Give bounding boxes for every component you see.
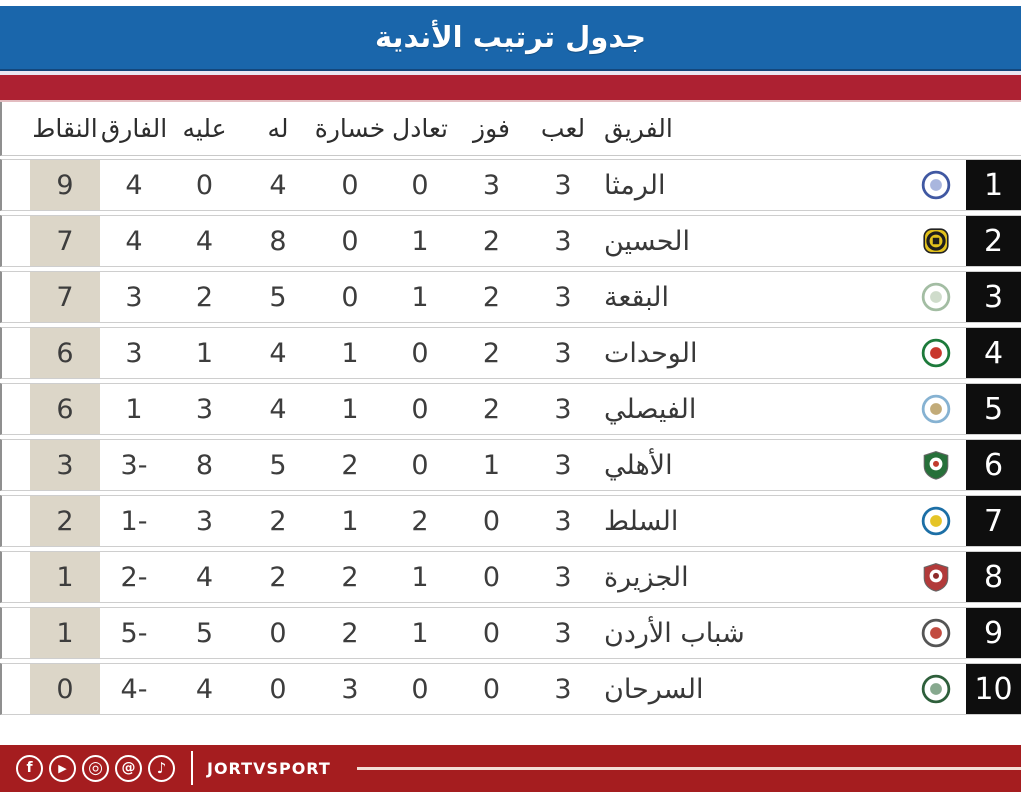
goals-for-value: 4 xyxy=(269,393,287,425)
rank-badge: 1 xyxy=(966,160,1021,210)
played-value: 3 xyxy=(554,169,572,201)
played-value: 3 xyxy=(554,281,572,313)
goal-diff-value: 1 xyxy=(125,393,143,425)
points-value: 7 xyxy=(30,272,100,322)
row-gutter xyxy=(2,272,30,322)
brand-label: JORTVSPORT xyxy=(207,758,331,778)
footer-divider xyxy=(191,751,193,785)
won-value: 0 xyxy=(482,505,501,537)
row-gutter xyxy=(2,328,30,378)
drawn-value: 1 xyxy=(411,617,429,649)
table-row xyxy=(0,439,1021,491)
header-drawn: تعادل xyxy=(392,114,448,144)
goals-for-value: 0 xyxy=(269,673,287,705)
row-gutter xyxy=(2,496,30,546)
goals-for-value: 4 xyxy=(269,337,287,369)
points-value: 1 xyxy=(30,552,100,602)
goals-against-value: 4 xyxy=(195,225,214,257)
baqaa-logo xyxy=(921,282,951,312)
goals-against-value: 2 xyxy=(195,281,214,313)
rank-badge: 4 xyxy=(966,328,1021,378)
lost-value: 1 xyxy=(341,393,359,425)
team-logo-cell xyxy=(906,608,966,658)
points-value: 6 xyxy=(30,328,100,378)
lost-value: 0 xyxy=(341,225,359,257)
jazeera-logo xyxy=(921,562,951,592)
points-value: 1 xyxy=(30,608,100,658)
team-logo-cell xyxy=(906,664,966,714)
played-value: 3 xyxy=(554,225,572,257)
wehdat-logo xyxy=(921,338,951,368)
team-name: الرمثا xyxy=(604,169,666,201)
row-gutter xyxy=(2,608,30,658)
rank-badge: 6 xyxy=(966,440,1021,490)
team-name: شباب الأردن xyxy=(604,617,745,649)
goal-diff-value: 3 xyxy=(125,281,143,313)
table-row xyxy=(0,663,1021,715)
rank-badge: 5 xyxy=(966,384,1021,434)
team-name: الحسين xyxy=(604,225,690,257)
team-name: السلط xyxy=(604,505,679,537)
red-accent-bar xyxy=(0,75,1021,103)
team-logo-cell xyxy=(906,160,966,210)
table-header-row xyxy=(0,102,1021,156)
goals-against-value: 5 xyxy=(195,617,214,649)
team-logo-cell xyxy=(906,328,966,378)
header-won: فوز xyxy=(473,114,510,144)
points-value: 0 xyxy=(30,664,100,714)
goals-for-value: 4 xyxy=(269,169,287,201)
facebook-icon: f xyxy=(16,755,43,782)
goals-for-value: 2 xyxy=(269,561,287,593)
won-value: 1 xyxy=(482,449,501,481)
goals-for-value: 5 xyxy=(269,281,287,313)
table-row xyxy=(0,551,1021,603)
social-icons-group xyxy=(16,755,181,782)
team-name: الوحدات xyxy=(604,337,698,369)
ramtha-logo xyxy=(921,170,951,200)
goals-for-value: 2 xyxy=(269,505,287,537)
drawn-value: 0 xyxy=(411,337,429,369)
team-logo-cell xyxy=(906,440,966,490)
goals-against-value: 1 xyxy=(195,337,214,369)
threads-icon: @ xyxy=(115,755,142,782)
team-logo-cell xyxy=(906,272,966,322)
team-logo-cell xyxy=(906,384,966,434)
title-bar xyxy=(0,6,1021,71)
instagram-icon: ◎ xyxy=(82,755,109,782)
header-played: لعب xyxy=(540,114,586,144)
lost-value: 3 xyxy=(341,673,359,705)
goals-for-value: 5 xyxy=(269,449,287,481)
team-logo-cell xyxy=(906,496,966,546)
rank-badge: 2 xyxy=(966,216,1021,266)
won-value: 3 xyxy=(482,169,501,201)
goal-diff-value: 5- xyxy=(120,617,148,649)
ahli-logo xyxy=(921,450,951,480)
drawn-value: 0 xyxy=(411,449,429,481)
won-value: 0 xyxy=(482,617,501,649)
drawn-value: 0 xyxy=(411,673,429,705)
footer-bar xyxy=(0,745,1021,792)
row-gutter xyxy=(2,664,30,714)
table-row xyxy=(0,495,1021,547)
team-name: الأهلي xyxy=(604,449,673,481)
lost-value: 0 xyxy=(341,169,359,201)
row-gutter xyxy=(2,440,30,490)
footer-rule-line xyxy=(357,767,1021,770)
points-value: 2 xyxy=(30,496,100,546)
table-body xyxy=(0,159,1021,715)
played-value: 3 xyxy=(554,393,572,425)
row-gutter xyxy=(2,552,30,602)
rank-badge: 9 xyxy=(966,608,1021,658)
drawn-value: 1 xyxy=(411,561,429,593)
row-gutter xyxy=(2,216,30,266)
team-name: السرحان xyxy=(604,673,704,705)
goal-diff-value: 3- xyxy=(120,449,148,481)
team-name: الفيصلي xyxy=(604,393,697,425)
table-row xyxy=(0,607,1021,659)
played-value: 3 xyxy=(554,449,572,481)
points-value: 3 xyxy=(30,440,100,490)
goals-for-value: 0 xyxy=(269,617,287,649)
footer-gap xyxy=(0,719,1021,745)
lost-value: 1 xyxy=(341,337,359,369)
rank-badge: 3 xyxy=(966,272,1021,322)
drawn-value: 2 xyxy=(411,505,429,537)
header-goal-diff: الفارق xyxy=(100,114,168,144)
goal-diff-value: 4 xyxy=(125,225,143,257)
rank-badge: 10 xyxy=(966,664,1021,714)
goal-diff-value: 2- xyxy=(120,561,148,593)
won-value: 2 xyxy=(482,393,501,425)
played-value: 3 xyxy=(554,617,572,649)
goal-diff-value: 1- xyxy=(120,505,148,537)
tiktok-icon: ♪ xyxy=(148,755,175,782)
header-goals-for: له xyxy=(267,114,289,144)
won-value: 0 xyxy=(482,561,501,593)
rank-badge: 8 xyxy=(966,552,1021,602)
faisaly-logo xyxy=(921,394,951,424)
sarhan-logo xyxy=(921,674,951,704)
drawn-value: 1 xyxy=(411,225,429,257)
played-value: 3 xyxy=(554,337,572,369)
played-value: 3 xyxy=(554,505,572,537)
standings-table xyxy=(0,102,1021,719)
drawn-value: 0 xyxy=(411,393,429,425)
played-value: 3 xyxy=(554,561,572,593)
hussein-logo xyxy=(921,226,951,256)
points-value: 6 xyxy=(30,384,100,434)
header-team: الفريق xyxy=(604,114,673,144)
lost-value: 0 xyxy=(341,281,359,313)
won-value: 0 xyxy=(482,673,501,705)
won-value: 2 xyxy=(482,225,501,257)
row-gutter xyxy=(2,384,30,434)
header-lost: خسارة xyxy=(314,114,386,144)
salt-logo xyxy=(921,506,951,536)
shabab-alordon-logo xyxy=(921,618,951,648)
goal-diff-value: 4 xyxy=(125,169,143,201)
lost-value: 2 xyxy=(341,617,359,649)
header-points: النقاط xyxy=(32,114,98,144)
header-goals-against: عليه xyxy=(182,114,227,144)
table-row xyxy=(0,215,1021,267)
goals-against-value: 3 xyxy=(195,505,214,537)
row-gutter xyxy=(2,160,30,210)
lost-value: 1 xyxy=(341,505,359,537)
drawn-value: 1 xyxy=(411,281,429,313)
points-value: 7 xyxy=(30,216,100,266)
rank-badge: 7 xyxy=(966,496,1021,546)
table-row xyxy=(0,383,1021,435)
goal-diff-value: 4- xyxy=(120,673,148,705)
table-row xyxy=(0,159,1021,211)
goals-against-value: 0 xyxy=(195,169,214,201)
team-logo-cell xyxy=(906,216,966,266)
lost-value: 2 xyxy=(341,561,359,593)
team-name: الجزيرة xyxy=(604,561,689,593)
goals-against-value: 8 xyxy=(195,449,214,481)
youtube-icon: ▶ xyxy=(49,755,76,782)
played-value: 3 xyxy=(554,673,572,705)
drawn-value: 0 xyxy=(411,169,429,201)
table-row xyxy=(0,327,1021,379)
goal-diff-value: 3 xyxy=(125,337,143,369)
goals-against-value: 3 xyxy=(195,393,214,425)
page-title: جدول ترتيب الأندية xyxy=(374,20,647,55)
team-logo-cell xyxy=(906,552,966,602)
lost-value: 2 xyxy=(341,449,359,481)
won-value: 2 xyxy=(482,337,501,369)
goals-against-value: 4 xyxy=(195,673,214,705)
goals-against-value: 4 xyxy=(195,561,214,593)
won-value: 2 xyxy=(482,281,501,313)
goals-for-value: 8 xyxy=(269,225,287,257)
points-value: 9 xyxy=(30,160,100,210)
table-row xyxy=(0,271,1021,323)
team-name: البقعة xyxy=(604,281,670,313)
